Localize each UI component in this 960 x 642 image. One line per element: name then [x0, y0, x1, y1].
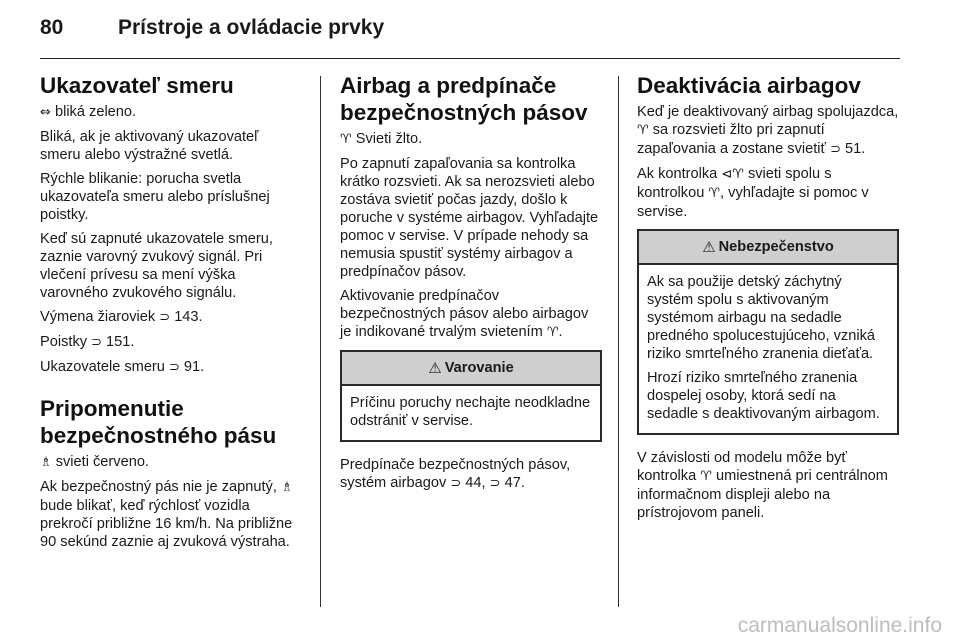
- heading-airbag: Airbag a predpínače bezpečnostných pásov: [340, 73, 588, 125]
- turn-signal-icon: ⇔: [40, 105, 51, 120]
- paragraph: Bliká, ak je aktivovaný ukazovateľ smeru alebo výstražné svetlá.: [40, 129, 259, 163]
- heading-turn-signal: Ukazovateľ smeru: [40, 73, 234, 98]
- page-ref-icon: ⊃: [91, 335, 102, 350]
- airbag-icon: ♈: [546, 325, 559, 340]
- column-left: [40, 72, 302, 557]
- paragraph: Ak sa použije detský záchytný systém spolu s aktivovaným systémom airbagu na sedadle predného spolucestujúceho, vzniká riziko smrteľného zranenia dieťaťa.: [647, 274, 875, 362]
- airbag-off-icon: ⊲♈: [721, 167, 744, 182]
- watermark: carmanualsonline.info: [737, 614, 942, 637]
- paragraph: Aktivovanie predpínačov bezpečnostných pásov alebo airbagov je indikované trvalým svietením ♈.: [340, 288, 589, 340]
- paragraph: Ak bezpečnostný pás nie je zapnutý, ♗ bude blikať, keď rýchlosť vozidla prekročí približne 16 km/h. Na približne 90 sekúnd zaznie aj zvuková výstraha.: [40, 479, 293, 550]
- paragraph: Ak kontrolka ⊲♈ svieti spolu s kontrolkou ♈, vyhľadajte si pomoc v servise.: [637, 166, 869, 220]
- paragraph: Po zapnutí zapaľovania sa kontrolka krátko rozsvieti. Ak sa nerozsvieti alebo zostáva svietiť počas jazdy, došlo k poruche v systéme airbagov. Vyhľadajte pomoc v servise. V prípade nehody sa nemusia spustiť systémy airbagov a predpínačov pásov.: [340, 156, 599, 280]
- danger-box-body: [639, 265, 897, 433]
- header-rule: [40, 58, 900, 59]
- danger-box: [637, 229, 899, 435]
- paragraph: ♈ Svieti žlto.: [340, 131, 423, 147]
- warning-icon: ⚠: [428, 359, 442, 377]
- column-divider: [320, 76, 321, 607]
- paragraph: Príčinu poruchy nechajte neodkladne odstrániť v servise.: [350, 395, 591, 429]
- paragraph: Keď sú zapnuté ukazovatele smeru, zaznie varovný zvukový signál. Pri vlečení prívesu sa mení výška varovného zvukového signálu.: [40, 231, 273, 301]
- danger-box-header: ⚠ Nebezpečenstvo: [639, 231, 897, 265]
- column-divider: [618, 76, 619, 607]
- seatbelt-icon: ♗: [280, 480, 293, 495]
- column-right: [637, 72, 899, 528]
- passenger-airbag-off-icon: ♈: [700, 469, 712, 484]
- warning-box-header: ⚠ Varovanie: [342, 352, 600, 386]
- page-ref-icon: ⊃: [489, 476, 501, 491]
- page-ref-icon: ⊃: [159, 310, 171, 325]
- paragraph: Hrozí riziko smrteľného zranenia dospelej osoby, ktorá sedí na sedadle s deaktivovaným airbagom.: [647, 370, 880, 422]
- passenger-airbag-off-icon: ♈: [637, 123, 649, 138]
- paragraph: ♗ svieti červeno.: [40, 454, 149, 470]
- reference-line: Ukazovatele smeru ⊃ 91.: [40, 359, 205, 375]
- reference-line: Výmena žiaroviek ⊃ 143.: [40, 309, 203, 325]
- reference-line: Predpínače bezpečnostných pásov, systém airbagov ⊃ 44, ⊃ 47.: [340, 457, 571, 491]
- airbag-icon: ♈: [340, 132, 352, 147]
- page-ref-icon: ⊃: [168, 360, 180, 375]
- reference-line: Poistky ⊃ 151.: [40, 334, 135, 350]
- page-number: 80: [40, 16, 64, 39]
- airbag-icon: ♈: [708, 186, 721, 201]
- column-middle: [340, 72, 602, 499]
- page-title: Prístroje a ovládacie prvky: [118, 16, 385, 39]
- paragraph: V závislosti od modelu môže byť kontrolka ♈ umiestnená pri centrálnom informačnom displeji alebo na prístrojovom paneli.: [637, 450, 888, 521]
- warning-box: [340, 350, 602, 442]
- seatbelt-icon: ♗: [40, 455, 52, 470]
- paragraph: ⇔ bliká zeleno.: [40, 104, 137, 120]
- page-ref-icon: ⊃: [450, 476, 462, 491]
- paragraph: Keď je deaktivovaný airbag spolujazdca, ♈ sa rozsvieti žlto pri zapnutí zapaľovania a zostane svietiť ⊃ 51.: [637, 104, 899, 157]
- heading-seatbelt-reminder: Pripomenutie bezpečnostného pásu: [40, 396, 277, 448]
- heading-airbag-deactivation: Deaktivácia airbagov: [637, 73, 861, 98]
- page-ref-icon: ⊃: [830, 142, 841, 157]
- warning-icon: ⚠: [702, 238, 716, 256]
- paragraph: Rýchle blikanie: porucha svetla ukazovateľa smeru alebo príslušnej poistky.: [40, 171, 270, 223]
- warning-box-body: [342, 386, 600, 440]
